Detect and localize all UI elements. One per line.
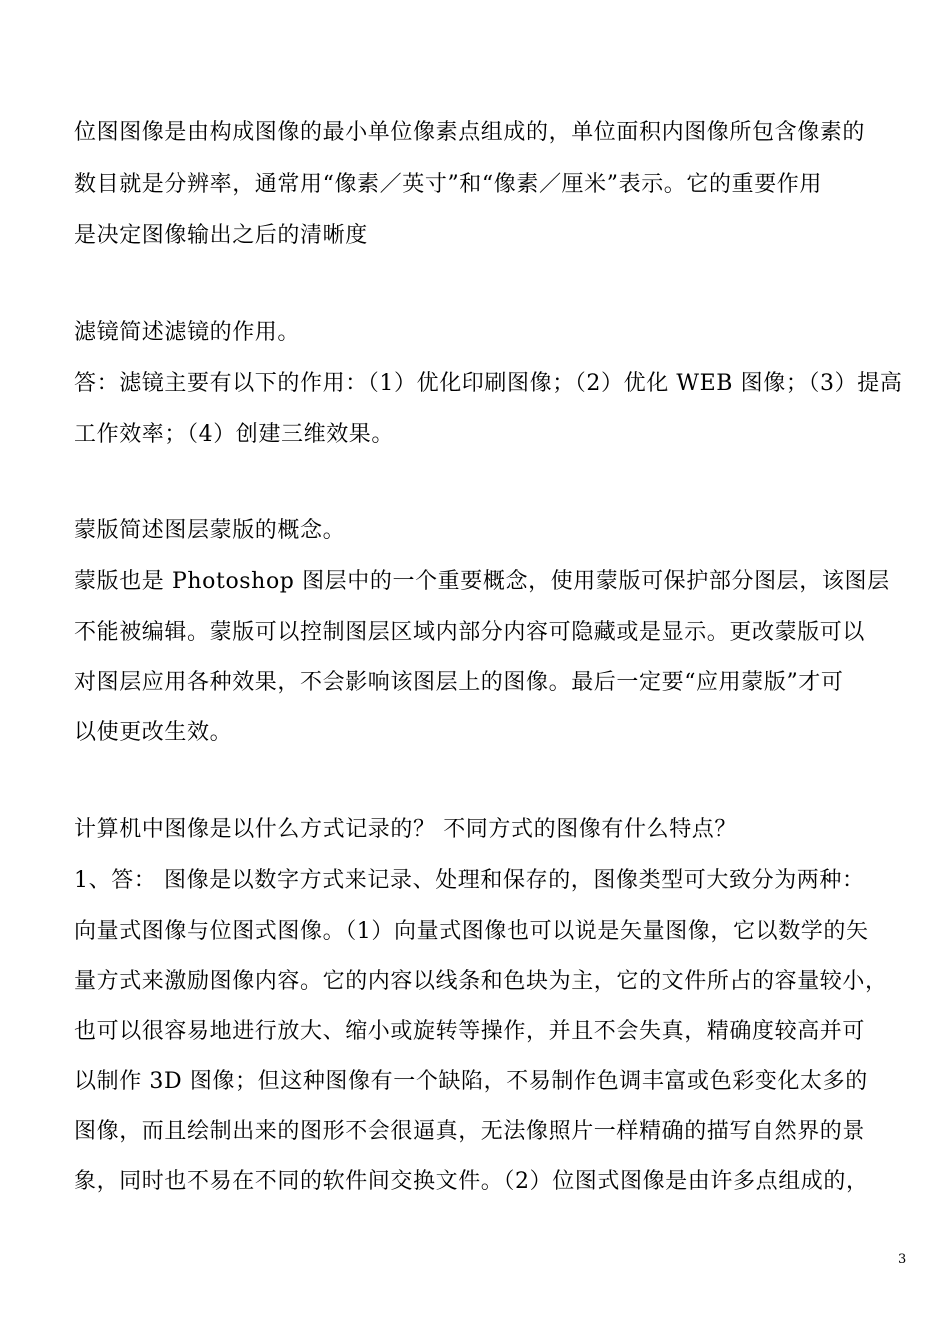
paragraph-line: 是决定图像输出之后的清晰度 <box>74 223 368 248</box>
paragraph-line: 也可以很容易地进行放大、缩小或旋转等操作，并且不会失真，精确度较高并可 <box>74 1019 866 1044</box>
paragraph-line: 量方式来激励图像内容。它的内容以线条和色块为主，它的文件所占的容量较小， <box>74 969 888 994</box>
paragraph-line: 图像，而且绘制出来的图形不会很逼真，无法像照片一样精确的描写自然界的景 <box>74 1119 866 1144</box>
paragraph-line: 位图图像是由构成图像的最小单位像素点组成的，单位面积内图像所包含像素的 <box>74 120 866 145</box>
paragraph-line: 向量式图像与位图式图像。（1）向量式图像也可以说是矢量图像，它以数学的矢 <box>74 919 869 944</box>
paragraph-line: 答：滤镜主要有以下的作用：（1）优化印刷图像；（2）优化 WEB 图像；（3）提高 <box>74 371 903 396</box>
paragraph-line: 对图层应用各种效果，不会影响该图层上的图像。最后一定要“应用蒙版”才可 <box>74 670 844 695</box>
page-number: 3 <box>898 1252 907 1267</box>
paragraph-line: 象，同时也不易在不同的软件间交换文件。（2）位图式图像是由许多点组成的， <box>74 1169 869 1194</box>
paragraph-line: 工作效率；（4）创建三维效果。 <box>74 422 394 447</box>
section-heading: 滤镜简述滤镜的作用。 <box>74 320 301 345</box>
section-heading: 蒙版简述图层蒙版的概念。 <box>74 518 346 543</box>
paragraph-line: 以制作 3D 图像；但这种图像有一个缺陷，不易制作色调丰富或色彩变化太多的 <box>74 1069 868 1094</box>
section-heading: 计算机中图像是以什么方式记录的？ 不同方式的图像有什么特点？ <box>74 817 737 842</box>
paragraph-line: 数目就是分辨率，通常用“像素／英寸”和“像素／厘米”表示。它的重要作用 <box>74 172 822 197</box>
paragraph-line: 蒙版也是 Photoshop 图层中的一个重要概念，使用蒙版可保护部分图层，该图层 <box>74 569 890 594</box>
paragraph-line: 1、答： 图像是以数字方式来记录、处理和保存的，图像类型可大致分为两种： <box>74 868 865 893</box>
paragraph-line: 不能被编辑。蒙版可以控制图层区域内部分内容可隐藏或是显示。更改蒙版可以 <box>74 620 866 645</box>
paragraph-line: 以使更改生效。 <box>74 720 233 745</box>
